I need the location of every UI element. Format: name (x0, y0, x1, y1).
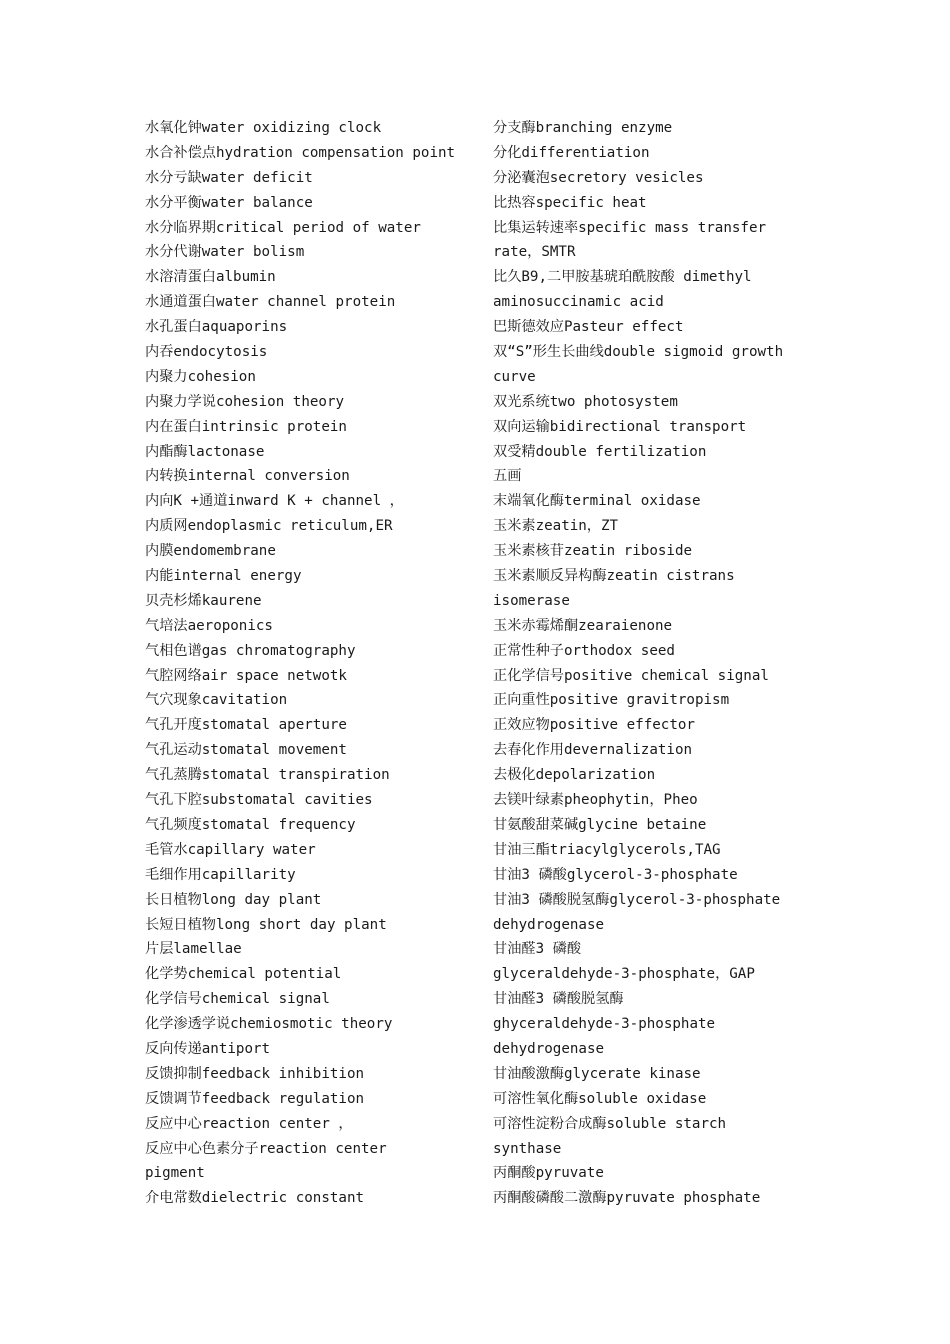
glossary-entry: 可溶性淀粉合成酶soluble starch (493, 1115, 727, 1132)
glossary-entry: 内吞endocytosis (145, 344, 268, 361)
glossary-entry: 去春化作用devernalization (493, 742, 693, 759)
glossary-entry: 甘油醛3 磷酸 (493, 941, 582, 958)
glossary-entry: rate，SMTR (493, 244, 576, 261)
glossary-entry: 内酯酶lactonase (145, 443, 265, 460)
glossary-entry: 气培法aeroponics (145, 617, 273, 634)
glossary-entry: 甘氨酸甜菜碱glycine betaine (493, 816, 707, 833)
glossary-entry: 水通道蛋白water channel protein (145, 294, 396, 311)
glossary-entry: 正常性种子orthodox seed (493, 642, 675, 659)
glossary-entry: dehydrogenase (493, 916, 605, 933)
glossary-entry: 分支酶branching enzyme (493, 120, 673, 136)
glossary-entry: 末端氧化酶terminal oxidase (493, 493, 701, 510)
glossary-entry: 内聚力学说cohesion theory (145, 393, 345, 410)
glossary-entry: 双受精double fertilization (493, 443, 707, 460)
glossary-entry: 内转换internal conversion (145, 468, 350, 485)
glossary-entry: 气穴现象cavitation (145, 692, 288, 709)
glossary-entry: 水孔蛋白aquaporins (145, 319, 288, 336)
glossary-entry: 甘油酸激酶glycerate kinase (493, 1065, 701, 1082)
glossary-entry: 长日植物long day plant (145, 891, 322, 908)
glossary-entry: 正向重性positive gravitropism (493, 692, 730, 709)
glossary-entry: 水溶清蛋白albumin (145, 269, 276, 286)
glossary-entry: 双“S”形生长曲线double sigmoid growth (493, 344, 784, 361)
glossary-entry: 气孔下腔substomatal cavities (145, 792, 373, 809)
glossary-entry: 玉米素zeatin，ZT (493, 518, 619, 535)
glossary-entry: 分泌囊泡secretory vesicles (493, 169, 704, 186)
glossary-entry: 反应中心色素分子reaction center (145, 1140, 387, 1157)
glossary-entry: 双光系统two photosystem (493, 393, 678, 410)
glossary-entry: synthase (493, 1140, 562, 1157)
glossary-entry: 双向运输bidirectional transport (493, 418, 747, 435)
glossary-entry: 玉米素核苷zeatin riboside (493, 543, 693, 560)
glossary-entry: 比久B9,二甲胺基琥珀酰胺酸 dimethyl (493, 269, 752, 286)
glossary-entry: 化学信号chemical signal (145, 991, 330, 1008)
glossary-entry: 内在蛋白intrinsic protein (145, 418, 347, 435)
glossary-entry: 反应中心reaction center ， (145, 1115, 353, 1132)
glossary-entry: 化学渗透学说chemiosmotic theory (145, 1016, 393, 1033)
glossary-entry: 玉米素顺反异构酶zeatin cistrans (493, 568, 735, 585)
glossary-entry: glyceraldehyde-3-phosphate，GAP (493, 966, 755, 983)
glossary-entry: 去镁叶绿素pheophytin，Pheo (493, 792, 698, 809)
glossary-entry: 片层lamellae (145, 941, 242, 958)
glossary-entry: 内能internal energy (145, 568, 302, 585)
glossary-entry: 反馈抑制feedback inhibition (145, 1065, 365, 1082)
glossary-entry: ghyceraldehyde-3-phosphate (493, 1016, 716, 1033)
glossary-entry: dehydrogenase (493, 1040, 605, 1057)
glossary-entry: curve (493, 368, 536, 385)
glossary-entry: 五画 (493, 468, 522, 485)
glossary-entry: 甘油3 磷酸脱氢酶glycerol-3-phosphate (493, 891, 781, 908)
glossary-entry: 分化differentiation (493, 144, 650, 161)
glossary-entry: 水合补偿点hydration compensation point (145, 144, 456, 161)
glossary-entry: 正化学信号positive chemical signal (493, 667, 769, 684)
glossary-entry: 水氧化钟water oxidizing clock (145, 120, 382, 136)
glossary-entry: 贝壳杉烯kaurene (145, 592, 262, 609)
glossary-entry: 丙酮酸磷酸二激酶pyruvate phosphate (493, 1190, 761, 1207)
glossary-column-left (145, 116, 475, 1211)
glossary-entry: 玉米赤霉烯酮zearaienone (493, 617, 673, 634)
glossary-entry: 可溶性氧化酶soluble oxidase (493, 1090, 707, 1107)
glossary-entry: 比集运转速率specific mass transfer (493, 219, 767, 236)
glossary-entry: 毛细作用capillarity (145, 866, 296, 883)
glossary-entry: 化学势chemical potential (145, 966, 342, 983)
glossary-entry: 长短日植物long short day plant (145, 916, 387, 933)
glossary-entry: 毛管水capillary water (145, 841, 316, 858)
glossary-entry: 气孔开度stomatal aperture (145, 717, 347, 734)
glossary-entry: isomerase (493, 592, 570, 609)
glossary-entry: 介电常数dielectric constant (145, 1190, 365, 1207)
glossary-column-right (493, 116, 823, 1211)
glossary-entry: 甘油醛3 磷酸脱氢酶 (493, 991, 624, 1008)
glossary-entry: 气孔运动stomatal movement (145, 742, 347, 759)
glossary-entry: 内质网endoplasmic reticulum,ER (145, 518, 393, 535)
glossary-entry: 去极化depolarization (493, 767, 656, 784)
glossary-entry: pigment (145, 1165, 205, 1182)
glossary-entry: 内向K +通道inward K + channel ， (145, 493, 404, 510)
glossary-entry: 内聚力cohesion (145, 368, 256, 385)
glossary-entry: 气孔蒸腾stomatal transpiration (145, 767, 390, 784)
glossary-entry: 丙酮酸pyruvate (493, 1165, 604, 1182)
glossary-entry: 甘油3 磷酸glycerol-3-phosphate (493, 866, 738, 883)
glossary-entry: 比热容specific heat (493, 194, 647, 211)
glossary-entry: 水分临界期critical period of water (145, 219, 421, 236)
glossary-entry: 正效应物positive effector (493, 717, 695, 734)
glossary-entry: 水分代谢water bolism (145, 244, 305, 261)
glossary-entry: 甘油三酯triacylglycerols,TAG (493, 841, 721, 858)
glossary-entry: 气相色谱gas chromatography (145, 642, 356, 659)
glossary-entry: 巴斯德效应Pasteur effect (493, 319, 684, 336)
glossary-entry: 水分平衡water balance (145, 194, 313, 211)
glossary-entry: 内膜endomembrane (145, 543, 276, 560)
glossary-entry: 反馈调节feedback regulation (145, 1090, 365, 1107)
glossary-entry: 气孔频度stomatal frequency (145, 816, 356, 833)
glossary-entry: 气腔网络air space netwotk (145, 667, 347, 684)
glossary-entry: 反向传递antiport (145, 1040, 271, 1057)
glossary-entry: 水分亏缺water deficit (145, 169, 313, 186)
glossary-entry: aminosuccinamic acid (493, 294, 664, 311)
